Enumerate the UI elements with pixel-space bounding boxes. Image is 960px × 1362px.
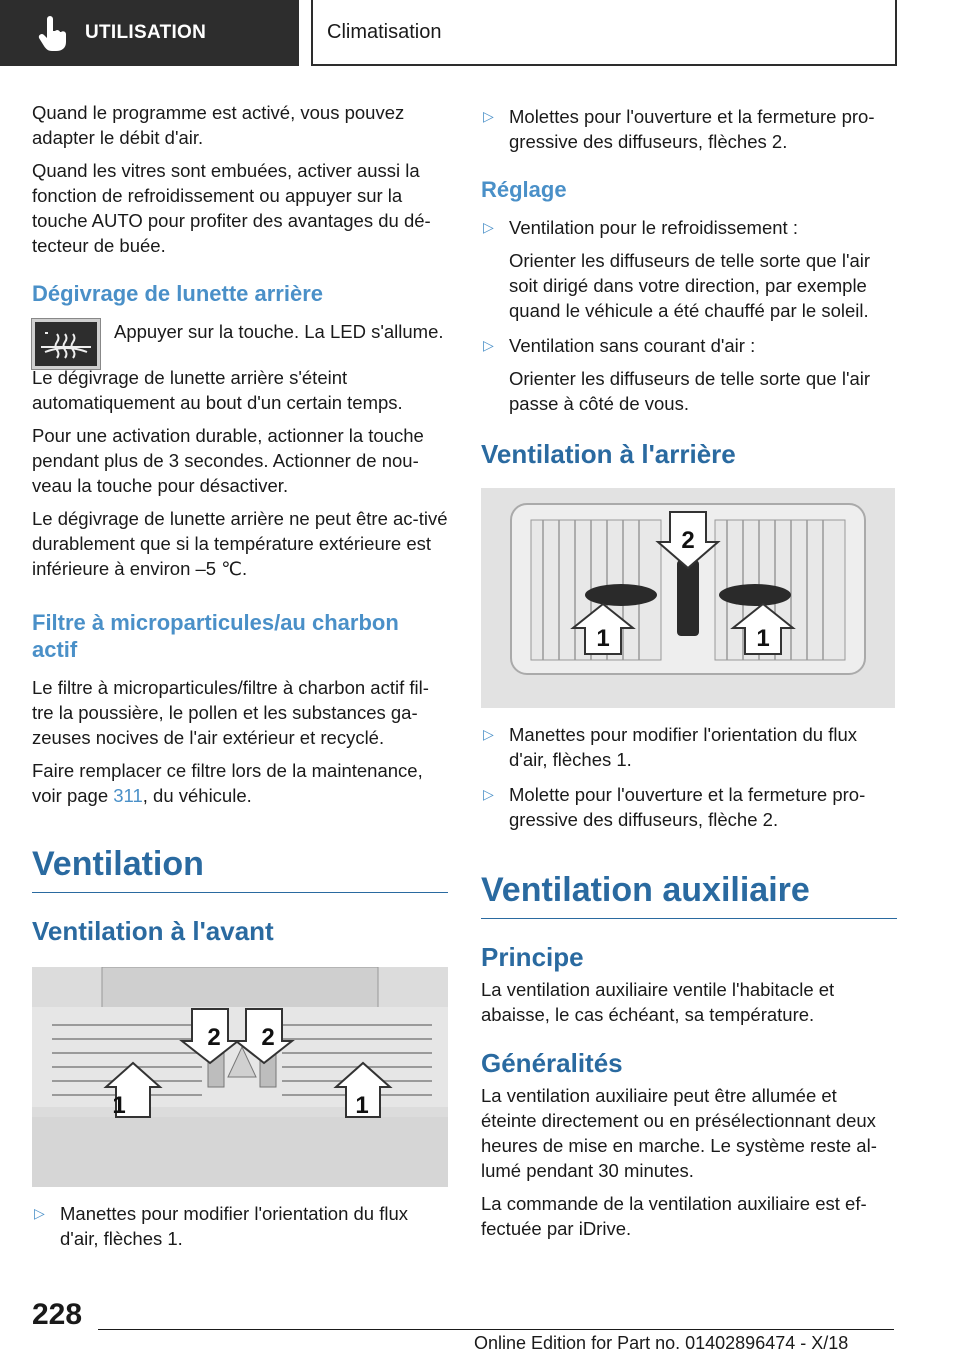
- triangle-bullet-icon: ▷: [483, 726, 494, 742]
- paragraph: [32, 758, 448, 808]
- footer-rule: [98, 1329, 894, 1330]
- list-item-text: Manettes pour modifier l'orientation du flux d'air, flèches 1.: [509, 724, 858, 770]
- paragraph: Appuyer sur la touche. La LED s'allume.: [114, 321, 444, 342]
- paragraph: Pour une activation durable, actionner la touche pendant plus de 3 secondes. Actionner de nou-veau la touche pour désactiver.: [32, 425, 424, 496]
- triangle-bullet-icon: ▷: [34, 1205, 45, 1221]
- arrow-2-label: 2: [261, 1024, 275, 1051]
- page-link[interactable]: 311: [113, 785, 143, 806]
- paragraph: Le dégivrage de lunette arrière s'éteint automatiquement au bout d'un certain temps.: [32, 367, 403, 413]
- page-number: 228: [32, 1298, 83, 1331]
- front-bullets: [32, 1201, 448, 1251]
- reglage-list: [481, 215, 897, 416]
- heading-defrost: Dégivrage de lunette arrière: [32, 281, 324, 306]
- heading-front-ventilation: Ventilation à l'avant: [32, 916, 274, 946]
- arrow-2-label: 2: [681, 527, 695, 554]
- list-item-text: Ventilation sans courant d'air :: [509, 335, 756, 356]
- list-item-text: Manettes pour modifier l'orientation du flux d'air, flèches 1.: [60, 1203, 409, 1249]
- list-item-text: Ventilation pour le refroidissement :: [509, 217, 798, 238]
- heading-principe: Principe: [481, 942, 584, 972]
- paragraph: La commande de la ventilation auxiliaire est ef-fectuée par iDrive.: [481, 1193, 867, 1239]
- triangle-bullet-icon: ▷: [483, 786, 494, 802]
- rear-vents-photo: [481, 488, 895, 708]
- list-item: [481, 333, 897, 416]
- chapter-title: UTILISATION: [85, 22, 207, 43]
- list-item-detail: Orienter les diffuseurs de telle sorte que l'air passe à côté de vous.: [509, 368, 871, 414]
- text: Faire remplacer ce filtre lors de la maintenance, voir page: [32, 760, 423, 806]
- heading-reglage: Réglage: [481, 177, 567, 202]
- list-item-text: Molette pour l'ouverture et la fermeture pro-gressive des diffuseurs, flèche 2.: [509, 784, 866, 830]
- text: , du véhicule.: [142, 785, 252, 806]
- rear-defrost-button-icon: [32, 319, 100, 369]
- arrow-1-label: 1: [756, 625, 770, 652]
- heading-generalites: Généralités: [481, 1048, 623, 1078]
- paragraph: La ventilation auxiliaire ventile l'habitacle et abaisse, le cas échéant, sa température.: [481, 979, 835, 1025]
- paragraph: Quand les vitres sont embuées, activer aussi la fonction de refroidissement ou appuyer sur la touche AUTO pour profiter des avantages du dé-tecteur de buée.: [32, 160, 431, 256]
- front-vents-photo: [32, 967, 448, 1187]
- left-column: [32, 100, 448, 1261]
- paragraph: La ventilation auxiliaire peut être allumée et éteinte directement ou en présélectionnant deux heures de mise en marche. Le système reste al-lumé pendant 30 minutes.: [481, 1085, 877, 1181]
- heading-aux-block: [481, 870, 897, 919]
- triangle-bullet-icon: ▷: [483, 219, 494, 235]
- heading-ventilation: Ventilation: [32, 845, 204, 883]
- heading-aux-ventilation: Ventilation auxiliaire: [481, 871, 810, 909]
- list-item: [481, 722, 897, 772]
- front-bullets-cont: [481, 104, 897, 154]
- list-item: [481, 215, 897, 323]
- section-header: [311, 0, 897, 66]
- list-item-detail: Orienter les diffuseurs de telle sorte que l'air soit dirigé dans votre direction, par exemple quand le véhicule a été chauffé par le soleil.: [509, 250, 871, 321]
- defrost-block: [32, 319, 448, 369]
- hand-pointer-icon: [33, 13, 73, 53]
- rear-bullets: [481, 722, 897, 832]
- paragraph: Le filtre à microparticules/filtre à charbon actif fil-tre la poussière, le pollen et les substances ga-zeuses nocives de l'air extérieur et recyclé.: [32, 677, 429, 748]
- paragraph: Le dégivrage de lunette arrière ne peut être ac-tivé durablement que si la température extérieure est inférieure à environ –5 ℃.: [32, 508, 448, 579]
- list-item: [32, 1201, 448, 1251]
- list-item: [481, 104, 897, 154]
- footer-edition: Online Edition for Part no. 01402896474 - X/18: [474, 1333, 849, 1353]
- arrow-1-label: 1: [596, 625, 610, 652]
- list-item: [481, 782, 897, 832]
- paragraph: Quand le programme est activé, vous pouvez adapter le débit d'air.: [32, 102, 405, 148]
- right-column: [481, 104, 897, 1249]
- arrow-2-label: 2: [207, 1024, 221, 1051]
- chapter-tab: [0, 0, 299, 66]
- triangle-bullet-icon: ▷: [483, 108, 494, 124]
- heading-rear-ventilation: Ventilation à l'arrière: [481, 439, 736, 469]
- arrow-1-label: 1: [355, 1092, 369, 1119]
- heading-ventilation-block: [32, 844, 448, 893]
- heading-filter: Filtre à microparticules/au charbon actif: [32, 610, 399, 662]
- section-title: Climatisation: [327, 20, 442, 43]
- triangle-bullet-icon: ▷: [483, 337, 494, 353]
- arrow-1-label: 1: [112, 1092, 126, 1119]
- list-item-text: Molettes pour l'ouverture et la fermeture pro-gressive des diffuseurs, flèches 2.: [509, 106, 875, 152]
